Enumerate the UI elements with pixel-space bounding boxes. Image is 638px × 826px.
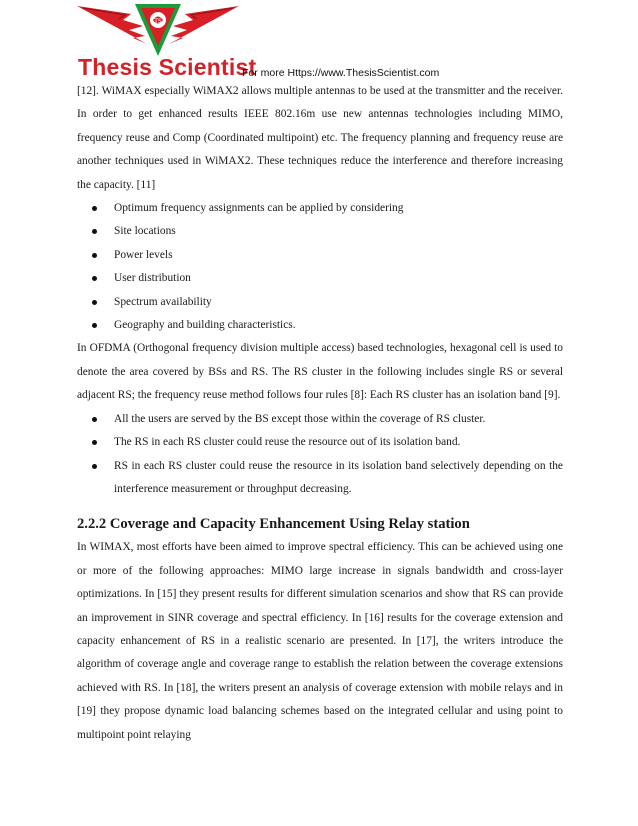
document-body bbox=[77, 80, 563, 747]
bullet-icon bbox=[92, 300, 97, 305]
website-link[interactable]: For more Https://www.ThesisScientist.com bbox=[242, 67, 440, 79]
list-item: Spectrum availability bbox=[77, 291, 563, 314]
list-item: User distribution bbox=[77, 267, 563, 290]
list-item: Power levels bbox=[77, 244, 563, 267]
thesis-scientist-logo-icon bbox=[73, 0, 243, 62]
list-item: The RS in each RS cluster could reuse the resource out of its isolation band. bbox=[77, 431, 563, 454]
list-item: RS in each RS cluster could reuse the resource in its isolation band selectively depending on the interference measurement or throughput decreasing. bbox=[77, 455, 563, 502]
bullet-icon bbox=[92, 464, 97, 469]
bullet-icon bbox=[92, 417, 97, 422]
bullet-icon bbox=[92, 323, 97, 328]
bullet-icon bbox=[92, 440, 97, 445]
brand-name: Thesis Scientist bbox=[78, 54, 257, 80]
list-item: Geography and building characteristics. bbox=[77, 314, 563, 337]
list-item: Optimum frequency assignments can be applied by considering bbox=[77, 197, 563, 220]
section-heading: 2.2.2 Coverage and Capacity Enhancement Using Relay station bbox=[77, 516, 470, 533]
svg-text:TS: TS bbox=[154, 18, 162, 25]
paragraph-wimax2: [12]. WiMAX especially WiMAX2 allows multiple antennas to be used at the transmitter and the receiver. In order to get enhanced results IEEE 802.16m use new antennas technologies including MIMO, frequency reuse and Comp (Coordinated multipoint) etc. The frequency planning and frequency reuse are another techniques used in WiMAX2. These techniques reduce the interference and therefore increasing the capacity. [11] bbox=[77, 85, 563, 191]
frequency-assignment-list bbox=[77, 197, 563, 337]
bullet-icon bbox=[92, 206, 97, 211]
list-item: All the users are served by the BS except those within the coverage of RS cluster. bbox=[77, 408, 563, 431]
bullet-icon bbox=[92, 276, 97, 281]
rs-cluster-rules-list bbox=[77, 408, 563, 502]
paragraph-ofdma: In OFDMA (Orthogonal frequency division multiple access) based technologies, hexagonal cell is used to denote the area covered by BSs and RS. The RS cluster in the following includes single RS or several adjacent RS; the frequency reuse method follows four rules [8]: Each RS cluster has an isolation band [9]. bbox=[77, 342, 563, 402]
bullet-icon bbox=[92, 253, 97, 258]
page-header bbox=[0, 0, 638, 82]
bullet-icon bbox=[92, 229, 97, 234]
list-item: Site locations bbox=[77, 220, 563, 243]
paragraph-coverage: In WIMAX, most efforts have been aimed to improve spectral efficiency. This can be achieved using one or more of the following approaches: MIMO large increase in signals bandwidth and cross-layer optimizations. In [15] they present results for different simulation scenarios and show that RS can provide an improvement in SINR coverage and spectral efficiency. In [16] results for the coverage extension and capacity enhancement of RS in a realistic scenario are presented. In [17], the writers introduce the algorithm of coverage angle and coverage range to establish the relation between the coverage extensions achieved with RS. In [18], the writers present an analysis of coverage extension with mobile relays and in [19] they propose dynamic load balancing schemes based on the integrated cellular and using point to multipoint point relaying bbox=[77, 541, 563, 741]
